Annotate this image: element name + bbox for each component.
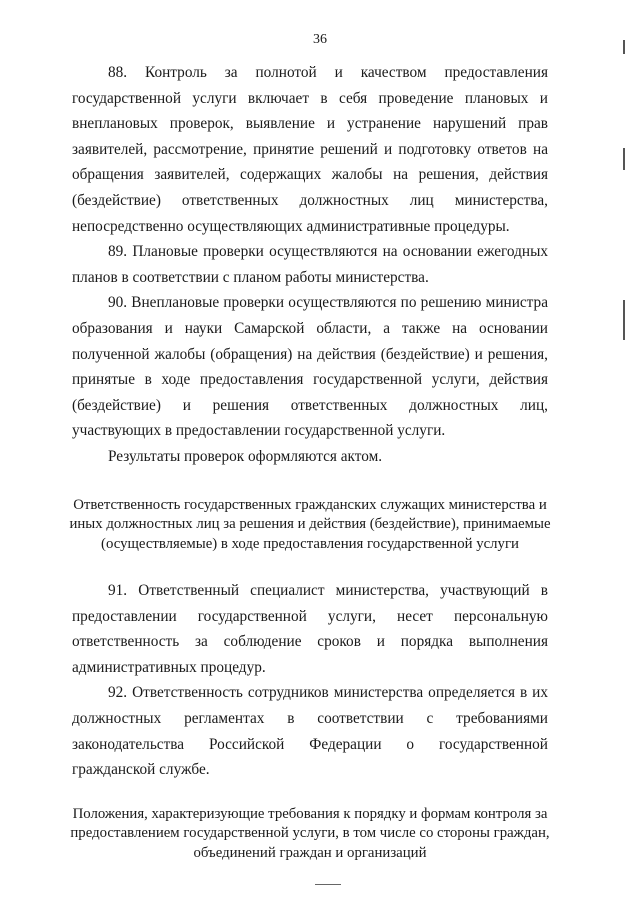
section-heading-responsibility: Ответственность государственных гражданских служащих министерства и иных должностных лиц за решения и действия (бездействие), принимаемые (осуществляемые) в ходе предоставления государственной услуги xyxy=(69,496,551,552)
scan-edge-mark xyxy=(623,300,625,340)
scan-edge-mark xyxy=(623,148,625,170)
paragraph-89: 89. Плановые проверки осуществляются на основании ежегодных планов в соответствии с планом работы министерства. xyxy=(72,243,548,286)
paragraph-results: Результаты проверок оформляются актом. xyxy=(108,447,383,465)
section-heading-control-provisions: Положения, характеризующие требования к порядку и формам контроля за предоставлением государственной услуги, в том числе со стороны граждан, объединений граждан и организаций xyxy=(70,805,550,861)
page-number: 36 xyxy=(313,32,327,47)
paragraph-91: 91. Ответственный специалист министерства, участвующий в предоставлении государственной услуги, несет персональную ответственность за соблюдение сроков и порядка выполнения административных процедур. xyxy=(72,582,548,676)
paragraph-90: 90. Внеплановые проверки осуществляются по решению министра образования и науки Самарской области, а также на основании полученной жалобы (обращения) на действия (бездействие) и решения, принятые в ходе предоставления государственной услуги, действия (бездействие) и решения ответственных должностных лиц, участвующих в предоставлении государственной услуги. xyxy=(72,294,548,440)
footer-rule xyxy=(315,884,341,885)
paragraph-92: 92. Ответственность сотрудников министерства определяется в их должностных регламентах в соответствии с требованиями законодательства Российской Федерации о государственной гражданской службе. xyxy=(72,684,548,779)
paragraph-88: 88. Контроль за полнотой и качеством предоставления государственной услуги включает в себя проведение плановых и внеплановых проверок, выявление и устранение нарушений прав заявителей, рассмотрение, принятие решений и подготовку ответов на обращения заявителей, содержащих жалобы на решения, действия (бездействие) ответственных должностных лиц министерства, непосредственно осуществляющих административные процедуры. xyxy=(72,64,548,235)
document-body xyxy=(69,60,551,863)
scan-edge-mark xyxy=(623,40,625,54)
